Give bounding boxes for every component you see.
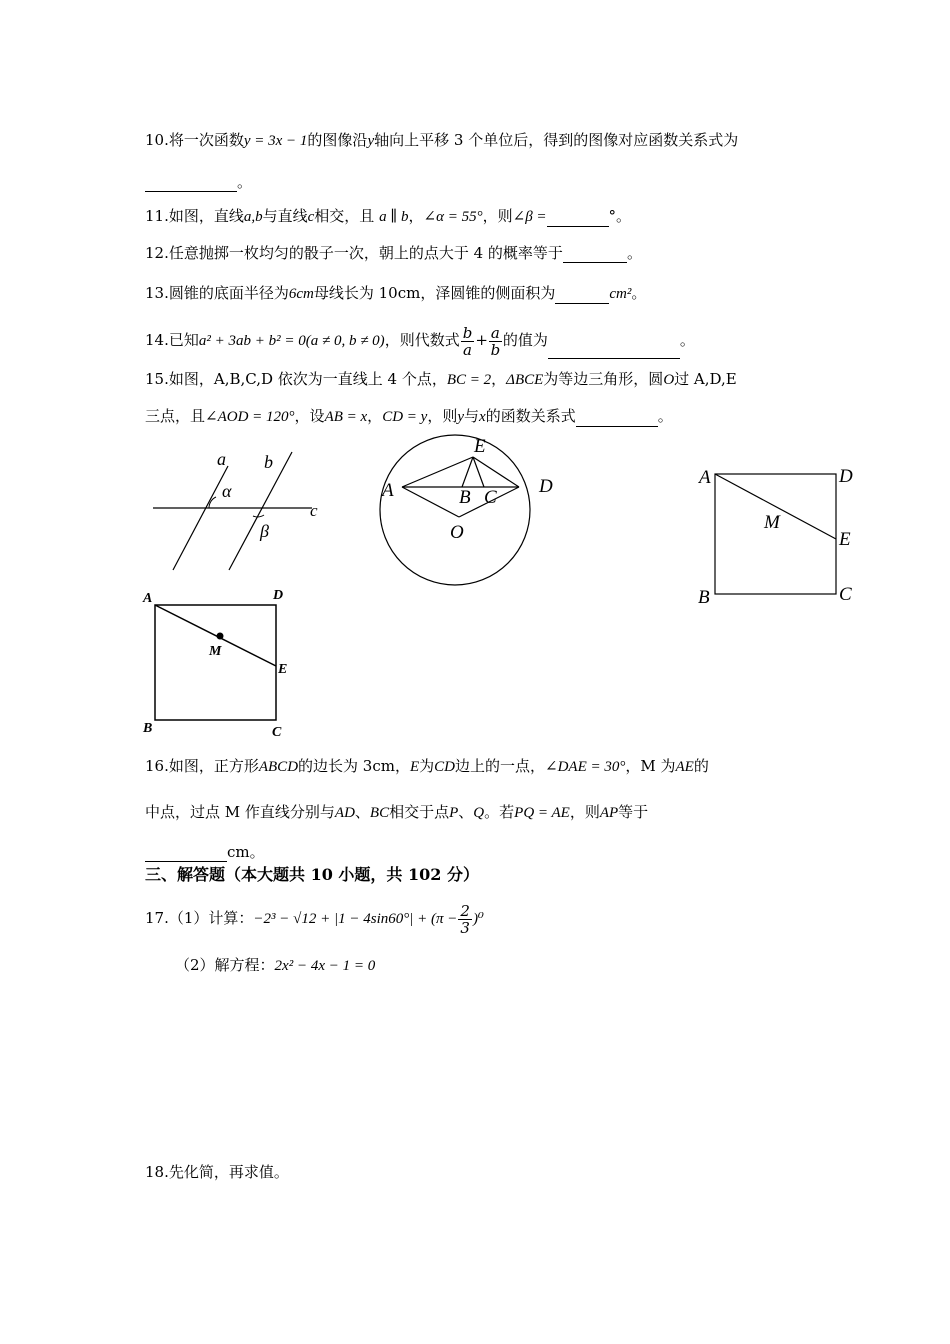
- label-beta: β: [260, 521, 269, 541]
- answer-blank[interactable]: [145, 847, 227, 862]
- question-10-answer: 。: [145, 172, 252, 192]
- label-a: a: [217, 449, 226, 469]
- question-14: 14.已知a² + 3ab + b² = 0(a ≠ 0, b ≠ 0)，则代数式 $\frac{b}{a}$ + $\frac{a}{b}$ 的值为 。: [145, 323, 695, 359]
- label-alpha: α: [222, 481, 232, 501]
- label-e: E: [839, 529, 851, 550]
- question-16-line2: 中点，过点 M 作直线分别与AD、BC相交于点P、Q。若PQ = AE，则AP等于: [145, 803, 649, 821]
- question-11: 11.如图，直线a,b与直线c相交，且 a ∥ b，∠α = 55°，则∠β = °。: [145, 207, 632, 225]
- label-c: C: [272, 725, 282, 740]
- question-13: 13.圆锥的底面半径为6cm母线长为 10cm，泽圆锥的侧面积为 cm²。: [145, 284, 647, 302]
- square-abcd: [155, 605, 276, 720]
- label-c: C: [484, 487, 497, 508]
- question-16-line1: 16.如图，正方形ABCD的边长为 3cm，E为CD边上的一点，∠DAE = 30°，M 为AE的: [145, 757, 709, 775]
- label-c: c: [310, 501, 318, 520]
- question-17-part2: （2）解方程：2x² − 4x − 1 = 0: [175, 956, 376, 974]
- label-a: A: [382, 480, 394, 501]
- label-d: D: [539, 476, 553, 497]
- question-15-line1: 15.如图，A,B,C,D 依次为一直线上 4 个点，BC = 2，ΔBCE为等边三角形，圆O过 A,D,E: [145, 370, 737, 388]
- question-10: 10.将一次函数y = 3x − 1的图像沿y轴向上平移 3 个单位后，得到的图像对应函数关系式为: [145, 131, 739, 149]
- question-12: 12.任意抛掷一枚均匀的骰子一次，朝上的点大于 4 的概率等于 。: [145, 244, 642, 262]
- label-b: b: [264, 452, 273, 472]
- label-m: M: [209, 644, 222, 659]
- label-e: E: [474, 436, 486, 457]
- label-d: D: [273, 588, 284, 603]
- question-18: 18.先化简，再求值。: [145, 1163, 289, 1181]
- label-m: M: [764, 512, 780, 533]
- label-a: A: [143, 591, 153, 606]
- label-b: B: [459, 487, 471, 508]
- label-o: O: [450, 522, 464, 543]
- section-title: 三、解答题（本大题共 10 小题，共 102 分）: [145, 865, 479, 884]
- label-b: B: [698, 587, 710, 608]
- question-17-part1: 17.（1）计算：−2³ − √12 + |1 − 4sin60°| + (π − $\frac{2}{3}$ )⁰: [145, 901, 484, 937]
- question-15-line2: 三点，且∠AOD = 120°，设AB = x，CD = y，则y与x的函数关系式 。: [145, 407, 673, 425]
- label-a: A: [699, 467, 711, 488]
- point-m: [217, 633, 224, 640]
- label-d: D: [839, 466, 853, 487]
- label-e: E: [278, 662, 288, 677]
- label-c: C: [839, 584, 852, 605]
- label-b: B: [143, 721, 153, 736]
- question-16-answer: cm。: [145, 842, 265, 862]
